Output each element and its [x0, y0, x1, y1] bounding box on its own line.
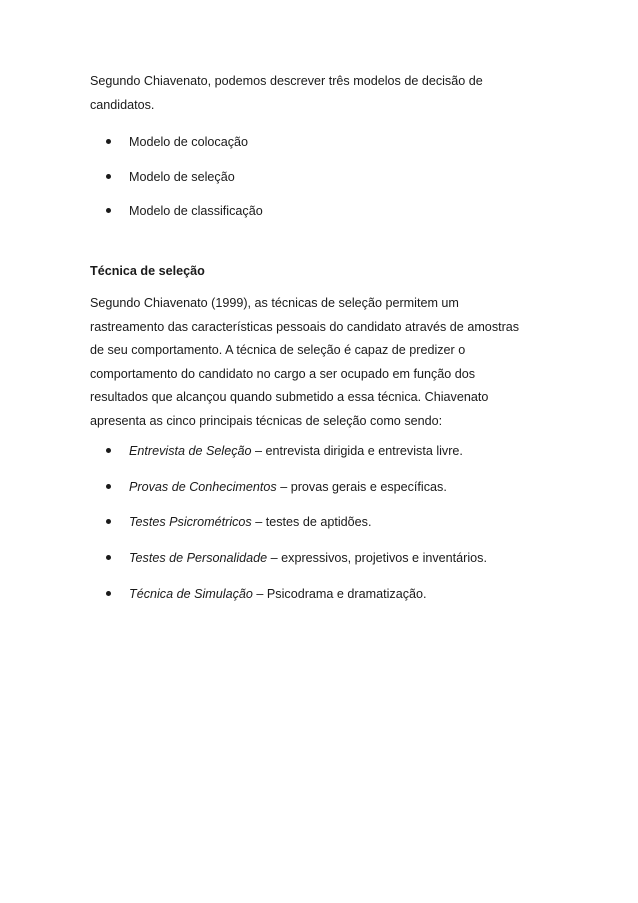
list-item-label: Modelo de colocação — [129, 135, 249, 149]
technique-description: – testes de aptidões. — [251, 515, 372, 530]
selection-techniques-list — [90, 443, 487, 621]
intro-line-2: candidatos. — [90, 97, 155, 112]
list-item — [90, 586, 487, 622]
paragraph-line: resultados que alcançou quando submetido a essa técnica. Chiavenato — [90, 390, 489, 404]
technique-description: – Psicodrama e dramatização. — [252, 586, 427, 601]
list-item — [90, 514, 487, 550]
technique-term: Técnica de Simulação — [129, 586, 253, 601]
intro-paragraph — [90, 70, 550, 117]
section-paragraph — [90, 292, 550, 433]
technique-description: – expressivos, projetivos e inventários. — [267, 551, 487, 566]
section-heading: Técnica de seleção — [90, 264, 205, 278]
paragraph-line: Segundo Chiavenato (1999), as técnicas de seleção permitem um — [90, 296, 459, 310]
technique-description: – entrevista dirigida e entrevista livre. — [251, 444, 463, 458]
list-item — [90, 203, 263, 238]
list-item-label: Modelo de seleção — [129, 169, 235, 184]
paragraph-line: rastreamento das características pessoais do candidato através de amostras — [90, 319, 520, 334]
paragraph-line: apresenta as cinco principais técnicas de seleção como sendo: — [90, 413, 443, 428]
technique-term: Entrevista de Seleção — [129, 444, 252, 458]
list-item — [90, 169, 263, 204]
bullet-icon — [106, 555, 111, 560]
list-item — [90, 479, 487, 515]
technique-term: Testes Psicrométricos — [129, 515, 252, 530]
technique-description: – provas gerais e específicas. — [276, 479, 447, 494]
list-item — [90, 443, 487, 479]
bullet-icon — [106, 208, 111, 213]
bullet-icon — [106, 448, 111, 453]
technique-term: Testes de Personalidade — [129, 551, 268, 566]
bullet-icon — [106, 591, 111, 596]
bullet-icon — [106, 139, 111, 144]
bullet-icon — [106, 484, 111, 489]
intro-line-1: Segundo Chiavenato, podemos descrever três modelos de decisão de — [90, 74, 483, 88]
decision-models-list — [90, 134, 263, 238]
bullet-icon — [106, 519, 111, 524]
list-item — [90, 550, 487, 586]
technique-term: Provas de Conhecimentos — [129, 479, 277, 494]
list-item-label: Modelo de classificação — [129, 204, 263, 219]
paragraph-line: comportamento do candidato no cargo a ser ocupado em função dos — [90, 366, 476, 381]
paragraph-line: de seu comportamento. A técnica de seleção é capaz de predizer o — [90, 343, 466, 357]
bullet-icon — [106, 174, 111, 179]
list-item — [90, 134, 263, 169]
